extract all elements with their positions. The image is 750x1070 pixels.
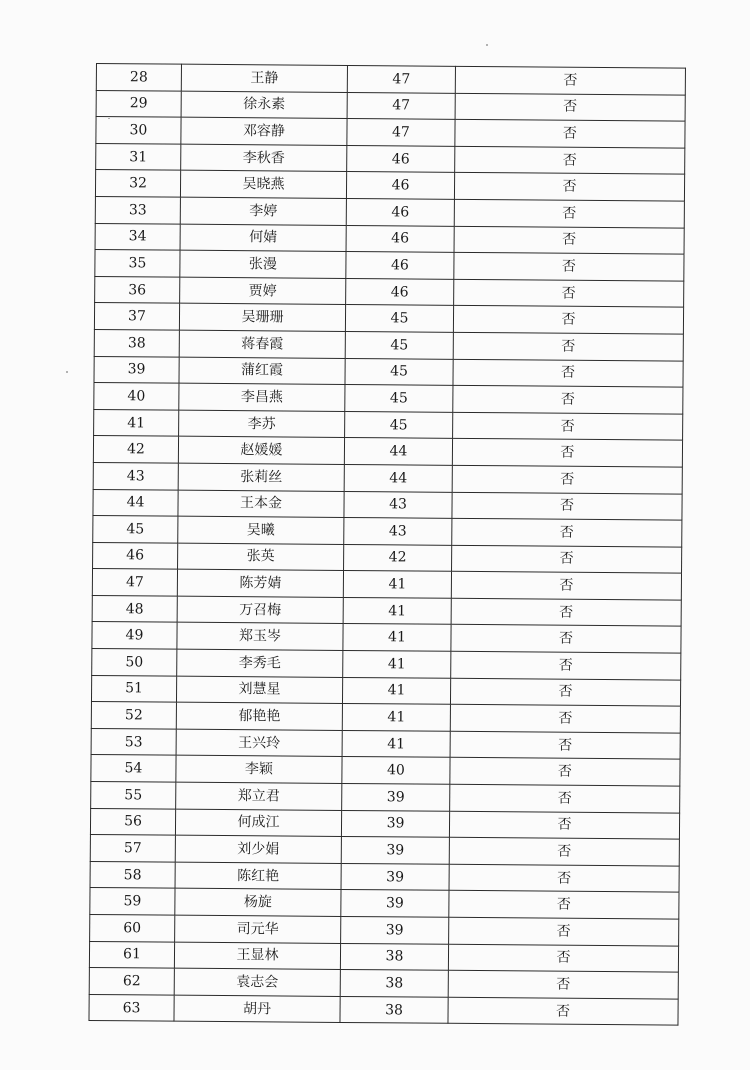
scan-speck [108,118,110,119]
score-cell: 45 [345,305,453,332]
score-cell: 45 [345,358,453,385]
rank-cell: 59 [90,888,175,915]
name-cell: 郑玉岑 [177,623,343,651]
score-cell: 42 [344,544,452,571]
flag-cell: 否 [450,758,680,786]
rank-cell: 46 [93,542,178,569]
score-cell: 41 [342,704,450,731]
flag-cell: 否 [454,173,684,201]
name-cell: 陈红艳 [175,862,341,890]
name-cell: 胡丹 [174,995,340,1023]
flag-cell: 否 [454,199,684,227]
score-cell: 38 [340,970,448,997]
flag-cell: 否 [451,598,681,626]
score-cell: 41 [343,624,451,651]
score-cell: 39 [341,916,449,943]
rank-cell: 38 [94,329,179,356]
rank-cell: 60 [90,914,175,941]
flag-cell: 否 [451,625,681,653]
score-cell: 38 [340,943,448,970]
rank-cell: 37 [94,303,179,330]
flag-cell: 否 [453,412,683,440]
score-cell: 39 [341,863,449,890]
score-cell: 47 [347,65,455,92]
rank-cell: 50 [92,649,177,676]
rank-cell: 40 [94,383,179,410]
score-cell: 45 [345,331,453,358]
flag-cell: 否 [449,917,679,945]
rank-cell: 36 [95,276,180,303]
score-cell: 46 [346,225,454,252]
score-cell: 46 [347,145,455,172]
name-cell: 王本金 [178,490,344,518]
name-cell: 刘慧星 [176,676,342,704]
flag-cell: 否 [455,120,685,148]
name-cell: 蒋春霞 [179,330,345,358]
flag-cell: 否 [454,279,684,307]
rank-cell: 56 [90,808,175,835]
flag-cell: 否 [449,864,679,892]
score-cell: 46 [346,252,454,279]
flag-cell: 否 [450,705,680,733]
name-cell: 万召梅 [177,596,343,624]
rank-cell: 28 [96,64,181,91]
score-cell: 41 [343,651,451,678]
rank-cell: 62 [89,968,174,995]
flag-cell: 否 [453,359,683,387]
rank-cell: 32 [95,170,180,197]
name-cell: 杨旋 [175,889,341,917]
flag-cell: 否 [448,970,678,998]
rank-cell: 39 [94,356,179,383]
score-cell: 44 [344,438,452,465]
name-cell: 吴珊珊 [179,304,345,332]
name-cell: 王兴玲 [176,729,342,757]
score-cell: 41 [343,597,451,624]
score-cell: 41 [342,677,450,704]
score-cell: 46 [346,278,454,305]
name-cell: 王静 [181,64,347,92]
flag-cell: 否 [454,252,684,280]
rank-cell: 42 [93,436,178,463]
flag-cell: 否 [451,572,681,600]
scan-speck [66,371,68,373]
name-cell: 王显林 [174,942,340,970]
score-cell: 45 [345,385,453,412]
name-cell: 郁艳艳 [176,702,342,730]
table-row [89,994,678,1025]
name-cell: 徐永素 [181,91,347,119]
flag-cell: 否 [452,518,682,546]
rank-cell: 33 [95,196,180,223]
score-cell: 46 [346,198,454,225]
flag-cell: 否 [451,651,681,679]
score-cell: 46 [346,172,454,199]
flag-cell: 否 [450,731,680,759]
rank-cell: 48 [92,595,177,622]
name-cell: 张漫 [180,250,346,278]
flag-cell: 否 [452,492,682,520]
score-cell: 39 [341,837,449,864]
name-cell: 刘少娟 [175,835,341,863]
score-cell: 47 [347,92,455,119]
rank-cell: 51 [91,675,176,702]
name-cell: 张莉丝 [178,463,344,491]
flag-cell: 否 [455,93,685,121]
flag-cell: 否 [452,545,682,573]
name-cell: 吴晓燕 [180,171,346,199]
rank-cell: 53 [91,728,176,755]
name-cell: 司元华 [175,915,341,943]
rank-cell: 52 [91,702,176,729]
score-cell: 45 [345,411,453,438]
flag-cell: 否 [453,332,683,360]
rank-cell: 58 [90,861,175,888]
score-cell: 43 [344,491,452,518]
flag-cell: 否 [455,66,685,94]
flag-cell: 否 [453,385,683,413]
results-table-body [89,64,686,1026]
rank-cell: 54 [91,755,176,782]
rank-cell: 30 [96,117,181,144]
name-cell: 吴曦 [178,516,344,544]
rank-cell: 49 [92,622,177,649]
score-cell: 39 [342,783,450,810]
name-cell: 何成江 [175,809,341,837]
flag-cell: 否 [448,997,678,1025]
name-cell: 张英 [178,543,344,571]
name-cell: 邓容静 [181,117,347,145]
score-cell: 39 [341,890,449,917]
rank-cell: 35 [95,250,180,277]
rank-cell: 55 [91,782,176,809]
score-cell: 38 [340,996,448,1023]
name-cell: 李颖 [176,756,342,784]
rank-cell: 43 [93,462,178,489]
flag-cell: 否 [452,439,682,467]
name-cell: 赵媛媛 [178,436,344,464]
name-cell: 贾婷 [180,277,346,305]
name-cell: 袁志会 [174,968,340,996]
rank-cell: 45 [93,516,178,543]
rank-cell: 61 [89,941,174,968]
rank-cell: 44 [93,489,178,516]
name-cell: 李苏 [179,410,345,438]
flag-cell: 否 [448,944,678,972]
name-cell: 何婧 [180,224,346,252]
name-cell: 蒲红霞 [179,357,345,385]
name-cell: 李昌燕 [179,383,345,411]
score-cell: 40 [342,757,450,784]
name-cell: 李婷 [180,197,346,225]
score-cell: 43 [344,518,452,545]
rank-cell: 29 [96,90,181,117]
rank-cell: 57 [90,835,175,862]
flag-cell: 否 [452,465,682,493]
rank-cell: 31 [96,143,181,170]
score-cell: 41 [343,571,451,598]
flag-cell: 否 [454,226,684,254]
flag-cell: 否 [450,784,680,812]
rank-cell: 47 [92,569,177,596]
results-table [88,63,686,1026]
name-cell: 陈芳婧 [177,569,343,597]
name-cell: 李秀毛 [177,649,343,677]
flag-cell: 否 [449,838,679,866]
score-cell: 39 [341,810,449,837]
flag-cell: 否 [455,146,685,174]
score-cell: 44 [344,464,452,491]
scan-speck [486,44,488,46]
score-cell: 47 [347,119,455,146]
flag-cell: 否 [449,891,679,919]
score-cell: 41 [342,730,450,757]
flag-cell: 否 [453,306,683,334]
flag-cell: 否 [449,811,679,839]
rank-cell: 41 [94,409,179,436]
name-cell: 李秋香 [181,144,347,172]
flag-cell: 否 [450,678,680,706]
rank-cell: 34 [95,223,180,250]
rank-cell: 63 [89,994,174,1021]
name-cell: 郑立君 [176,782,342,810]
